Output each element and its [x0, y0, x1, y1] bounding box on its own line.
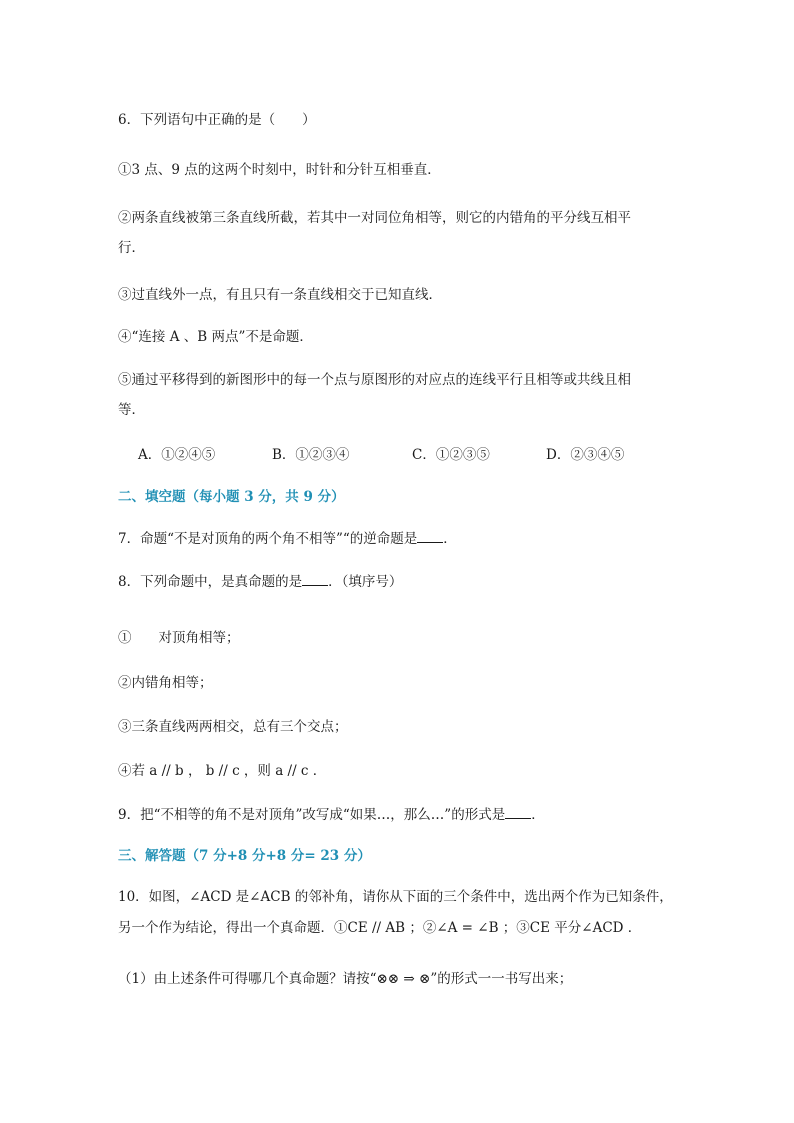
q6-option-b: B．①②③④	[272, 447, 350, 463]
question-8	[118, 570, 402, 590]
q8-item-3: ③三条直线两两相交，总有三个交点；	[118, 719, 348, 735]
q6-option-a: A．①②④⑤	[138, 447, 216, 463]
q10-line-2: 另一个作为结论，得出一个真命题．①CE // AB ；②∠A = ∠B ；③CE 平分∠ACD ．	[118, 920, 642, 936]
q7-text: 7．命题“不是对顶角的两个角不相等”“的逆命题是	[118, 531, 418, 547]
question-7	[118, 527, 457, 547]
q9-text: 9．把“不相等的角不是对顶角”改写成“如果…，那么…”的形式是	[118, 807, 506, 823]
q9-suffix: ．	[531, 807, 545, 823]
q8-item-1: ① 对顶角相等；	[118, 630, 240, 646]
q6-option-c: C．①②③⑤	[412, 447, 490, 463]
q6-statement-2b: 行．	[118, 240, 145, 256]
section-fill-in-title: 二、填空题（每小题 3 分，共 9 分）	[118, 489, 345, 505]
q8-item-4: ④若 a // b ， b // c ，则 a // c ．	[118, 763, 327, 779]
q10-part-1: （1）由上述条件可得哪几个真命题？请按“⊗⊗ ⇒ ⊗”的形式一一书写出来；	[118, 971, 573, 987]
q10-line-1: 10．如图，∠ACD 是∠ACB 的邻补角，请你从下面的三个条件中，选出两个作为已知条件，	[118, 889, 673, 905]
q8-item-2: ②内错角相等；	[118, 675, 213, 691]
q6-stem: 6．下列语句中正确的是（ ）	[118, 112, 316, 128]
q9-answer-blank[interactable]	[505, 806, 531, 819]
q6-statement-2a: ②两条直线被第三条直线所截，若其中一对同位角相等，则它的内错角的平分线互相平	[118, 210, 631, 226]
q7-answer-blank[interactable]	[417, 530, 443, 543]
section-answer-title: 三、解答题（7 分+8 分+8 分= 23 分）	[118, 848, 371, 864]
q6-statement-5b: 等．	[118, 402, 145, 418]
q6-statement-1: ①3 点、9 点的这两个时刻中，时针和分针互相垂直．	[118, 162, 441, 178]
q8-suffix: ．（填序号）	[328, 574, 403, 590]
q8-answer-blank[interactable]	[302, 573, 328, 586]
q6-statement-3: ③过直线外一点，有且只有一条直线相交于已知直线．	[118, 287, 442, 303]
q6-statement-4: ④“连接 A 、B 两点”不是命题．	[118, 329, 313, 345]
q6-statement-5a: ⑤通过平移得到的新图形中的每一个点与原图形的对应点的连线平行且相等或共线且相	[118, 372, 631, 388]
q7-suffix: ．	[443, 531, 457, 547]
q6-option-d: D．②③④⑤	[546, 447, 625, 463]
q8-text: 8．下列命题中，是真命题的是	[118, 574, 303, 590]
question-9	[118, 803, 545, 823]
